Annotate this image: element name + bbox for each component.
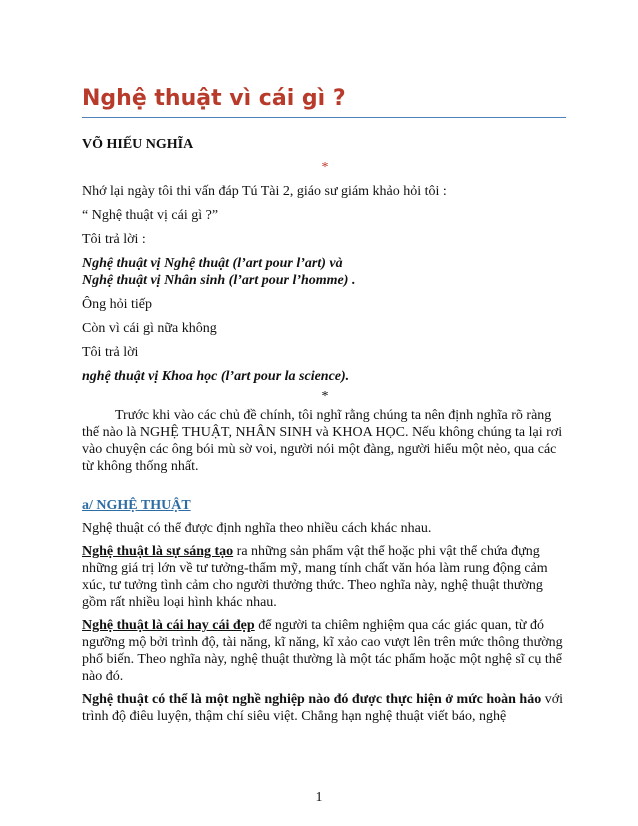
section-paragraph — [82, 617, 568, 685]
document-body — [82, 132, 568, 725]
section-paragraph — [82, 691, 568, 725]
text-line: Còn vì cái gì nữa không — [82, 321, 217, 336]
author-name: VÕ HIẾU NGHĨA — [82, 137, 194, 152]
answer-line-art-for-science: nghệ thuật vị Khoa học (l’art pour la science). — [82, 369, 350, 384]
text-line: Ông hỏi tiếp — [82, 297, 152, 312]
section-paragraph: Nghệ thuật có thể được định nghĩa theo nhiều cách khác nhau. — [82, 521, 432, 536]
page-number: 1 — [315, 790, 323, 805]
section-heading-art: a/ NGHỆ THUẬT — [82, 498, 191, 513]
definition-text: để người ta chiêm nghiệm qua các giác quan, từ đó ngưỡng mộ bởi trình độ, tài năng, kĩ năng, kĩ xảo cao vượt lên trên mức thông thường phổ biến. Theo nghĩa này, nghệ thuật thường là một tác phẩm hoặc một nghệ sĩ cụ thể nào đó. — [82, 618, 563, 684]
separator-asterisk-red: * — [321, 160, 329, 175]
text-line: “ Nghệ thuật vị cái gì ?” — [82, 208, 219, 223]
text-line: Tôi trả lời — [82, 345, 139, 360]
definition-text: ra những sản phẩm vật thể hoặc phi vật thể chứa đựng những giá trị lớn về tư tưởng-thẩm mỹ, mang tính chất văn hóa làm rung động cảm xúc, tư tưởng tình cảm cho người thưởng thức. Theo nghĩa này, nghệ thuật thường gồm rất nhiều loại hình khác nhau. — [82, 544, 548, 610]
text-line: Nhớ lại ngày tôi thi vấn đáp Tú Tài 2, giáo sư giám khảo hỏi tôi : — [82, 184, 447, 199]
intro-paragraph: Trước khi vào các chủ đề chính, tôi nghĩ rằng chúng ta nên định nghĩa rõ ràng thế nào là NGHỆ THUẬT, NHÂN SINH và KHOA HỌC. Nếu không chúng ta lại rơi vào chuyện các ông bói mù sờ voi, người nói một đàng, người hiểu một nẻo, qua các từ không thống nhất. — [82, 408, 563, 474]
answer-line-art-for-life: Nghệ thuật vị Nhân sinh (l’art pour l’homme) . — [82, 273, 356, 288]
definition-text: với trình độ điêu luyện, thậm chí siêu việt. Chẳng hạn nghệ thuật viết báo, nghệ — [82, 692, 563, 724]
answer-line-art-for-art: Nghệ thuật vị Nghệ thuật (l’art pour l’art) và — [82, 256, 343, 271]
separator-asterisk: * — [321, 389, 329, 404]
definition-term: Nghệ thuật là sự sáng tạo — [82, 544, 234, 559]
definition-term: Nghệ thuật có thể là một nghề nghiệp nào đó được thực hiện ở mức hoàn hảo — [82, 692, 542, 707]
section-paragraph — [82, 543, 568, 611]
title-underline-rule — [82, 117, 566, 118]
document-title: Nghệ thuật vì cái gì ? — [82, 86, 346, 111]
definition-term: Nghệ thuật là cái hay cái đẹp — [82, 618, 255, 633]
text-line: Tôi trả lời : — [82, 232, 146, 247]
